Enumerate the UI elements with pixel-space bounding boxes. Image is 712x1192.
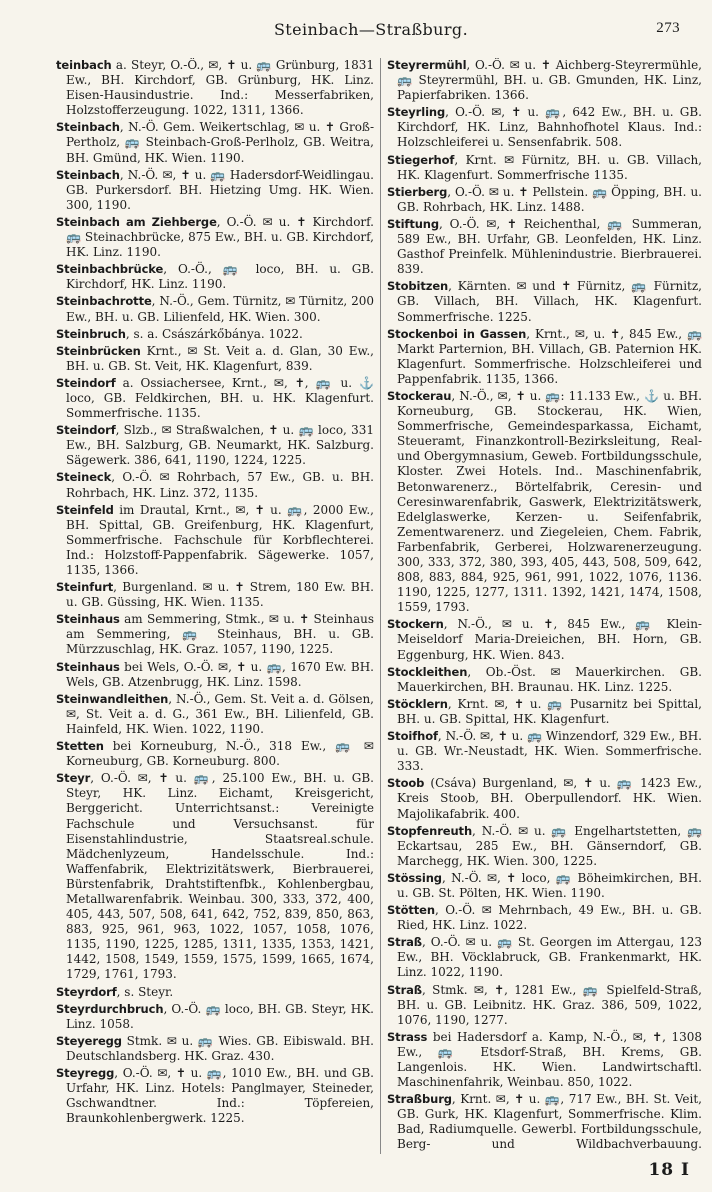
gazetteer-entry: [387, 1092, 702, 1154]
gazetteer-entry: [56, 580, 374, 610]
entry-text: , Krnt. ✉ Fürnitz, BH. u. GB. Villach, HK. Klagenfurt. Sommerfrische 1135.: [397, 152, 702, 182]
entry-text: , Krnt., ✉, u. ✝, 845 Ew., 🚌 Markt Parternion, BH. Villach, GB. Paternion HK. Klagenfurt. Sommerfrische. Holzschleiferei und Pappenfabrik. 1135, 1366.: [397, 326, 702, 386]
entry-place-name: Stiftung: [387, 216, 440, 231]
entry-place-name: Strass: [387, 1029, 428, 1044]
gazetteer-entry: [387, 903, 702, 933]
entry-text: , Burgenland. ✉ u. ✝ Strem, 180 Ew. BH. u. GB. Güssing, HK. Wien. 1135.: [66, 580, 374, 610]
entry-place-name: Steyrermühl: [387, 58, 467, 72]
entry-text: , N.-Ö. ✉ u. 🚌 Engelhartstetten, 🚌 Eckartsau, 285 Ew., BH. Gänserndorf, GB. Marchegg, HK. Wien. 300, 1225.: [397, 823, 702, 868]
entry-place-name: Stöcklern: [387, 696, 448, 711]
gazetteer-entry: [387, 217, 702, 277]
gazetteer-entry: [56, 1066, 374, 1126]
gazetteer-entry: [387, 185, 702, 215]
entry-place-name: Stoob: [387, 776, 425, 791]
gazetteer-entry: [56, 423, 374, 468]
gazetteer-entry: [56, 120, 374, 165]
entry-place-name: Steinbrücken: [56, 343, 141, 358]
gazetteer-entry: [56, 215, 374, 260]
right-column: [380, 58, 708, 1154]
entry-place-name: Steyeregg: [56, 1033, 122, 1048]
entry-text: , Kärnten. ✉ und ✝ Fürnitz, 🚌 Fürnitz, GB. Villach, BH. Villach, HK. Klagenfurt. Sommerfrische. 1225.: [397, 279, 702, 324]
entry-text: , N.-Ö., ✉, ✝ u. 🚌: 11.133 Ew., ⚓ u. BH. Korneuburg, GB. Stockerau, HK. Wien, Sommerfrische, Gemeindesparkassa, Eichamt, Steueramt, Finanzkontroll-Bezirksleitung, Real- und Obergymnasium, Geweb. Fortbildungsschule, Kloster. Zwei Hotels. Ind.. Maschinenfabrik, Betonwarenerz., Börtelfabrik, Ceresin- und Ceresinwarenfabrik, Gaswerk, Elektrizitätswerk, Edelglaswerke, Kerzen- u. Seifenfabrik, Zementwarenerz. und Ziegeleien, Chem. Fabrik, Farbenfabrik, Gerberei, Holzwarenerzeugung. 300, 333, 372, 380, 393, 405, 443, 508, 509, 642, 808, 883, 884, 925, 961, 991, 1022, 1076, 1136. 1190, 1225, 1277, 1311. 1392, 1421, 1474, 1508, 1559, 1793.: [397, 388, 703, 615]
entry-place-name: Straß: [387, 982, 422, 997]
gazetteer-entry: [56, 168, 374, 213]
entry-place-name: Steinfeld: [56, 502, 114, 517]
entry-text: , Krnt. ✉, ✝ u. 🚌, 717 Ew., BH. St. Veit, GB. Gurk, HK. Klagenfurt, Sommerfrische. Klim. Bad, Radiumquelle. Gewerbl. Fortbildungsschule, Berg- und Wildbachverbauung.: [397, 1092, 702, 1152]
entry-place-name: Steinbachbrücke: [56, 262, 164, 277]
entry-text: bei Hadersdorf a. Kamp, N.-Ö., ✉, ✝, 1308 Ew., 🚌 Etsdorf-Straß, BH. Krems, GB. Langenlois. HK. Wien. Landwirtschaftl. Maschinenfahrik, Weinbau. 850, 1022.: [397, 1029, 702, 1090]
entry-text: , O.-Ö. ✉ Mehrnbach, 49 Ew., BH. u. GB. Ried, HK. Linz. 1022.: [397, 903, 702, 933]
entry-place-name: Stoifhof: [387, 729, 438, 744]
entry-text: , N.-Ö. ✉, ✝ u. 🚌 Hadersdorf-Weidlingau. GB. Purkersdorf. BH. Hietzing Umg. HK. Wien. 300, 1190.: [66, 167, 374, 212]
entry-text: , O.-Ö. ✉, ✝ u. 🚌, 1010 Ew., BH. und GB. Urfahr, HK. Linz. Hotels: Panglmayer, Steineder, Gschwandtner. Ind.: Töpfereien, Braunkohlenbergwerk. 1225.: [66, 1066, 374, 1126]
entry-place-name: teinbach: [56, 58, 112, 72]
entry-text: Krnt., ✉ St. Veit a. d. Glan, 30 Ew., BH. u. GB. St. Veit, HK. Klagenfurt, 839.: [66, 343, 374, 373]
entry-text: , O.-Ö., 🚌 loco, BH. u. GB. Kirchdorf, HK. Linz. 1190.: [66, 262, 374, 292]
entry-place-name: Stiegerhof: [387, 152, 455, 167]
entry-text: a. Ossiachersee, Krnt., ✉, ✝, 🚌 u. ⚓ loco, GB. Feldkirchen, BH. u. HK. Klagenfurt. Sommerfrische. 1135.: [66, 375, 374, 421]
entry-text: , O.-Ö. ✉ u. ✝ Kirchdorf. 🚌 Steinachbrücke, 875 Ew., BH. u. GB. Kirchdorf, HK. Linz. 1190.: [66, 214, 374, 260]
entry-place-name: Steineck: [56, 470, 112, 485]
entry-text: , Krnt. ✉, ✝ u. 🚌 Pusarnitz bei Spittal, BH. u. GB. Spittal, HK. Klagenfurt.: [397, 696, 702, 726]
entry-place-name: Stopfenreuth: [387, 823, 473, 838]
entry-text: , s. Steyr.: [116, 984, 174, 999]
entry-place-name: Steinbachrotte: [56, 294, 152, 309]
entry-place-name: Stockleithen: [387, 664, 468, 679]
entry-place-name: Stierberg: [387, 184, 448, 199]
gazetteer-entry: [56, 503, 374, 578]
entry-place-name: Straßburg: [387, 1092, 452, 1107]
text-columns: [52, 58, 708, 1154]
gazetteer-entry: [56, 1002, 374, 1032]
gazetteer-entry: [387, 617, 702, 662]
entry-text: , N.-Ö., Gem. Türnitz, ✉ Türnitz, 200 Ew., BH. u. GB. Lilienfeld, HK. Wien. 300.: [66, 294, 374, 324]
entry-text: , O.-Ö. ✉ Rohrbach, 57 Ew., GB. u. BH. Rohrbach, HK. Linz. 372, 1135.: [66, 470, 374, 500]
entry-text: , N.-Ö. Gem. Weikertschlag, ✉ u. ✝ Groß-Pertholz, 🚌 Steinbach-Groß-Perlholz, GB. Weitra, BH. Gmünd, HK. Wien. 1190.: [66, 120, 374, 165]
gazetteer-entry: [387, 1030, 702, 1090]
gazetteer-entry: [387, 327, 702, 387]
entry-place-name: Steinbach: [56, 167, 120, 182]
page-title: Steinbach—Straßburg.: [273, 19, 469, 39]
entry-text: am Semmering, Stmk., ✉ u. ✝ Steinhaus am Semmering, 🚌 Steinhaus, BH. u. GB. Mürzzuschlag, HK. Graz. 1057, 1190, 1225.: [66, 612, 374, 657]
gazetteer-entry: [56, 692, 374, 737]
gazetteer-entry: [56, 660, 374, 690]
entry-text: , N.-Ö., ✉ u. ✝, 845 Ew., 🚌 Klein-Meiseldorf Maria-Dreieichen, BH. Horn, GB. Eggenburg, HK. Wien. 843.: [397, 617, 702, 662]
gazetteer-entry: [387, 389, 702, 615]
entry-place-name: Steinwandleithen: [56, 691, 169, 706]
entry-place-name: Steinfurt: [56, 580, 114, 595]
entry-place-name: Steindorf: [56, 375, 116, 390]
gazetteer-entry: [387, 153, 702, 183]
entry-text: bei Korneuburg, N.-Ö., 318 Ew., 🚌 ✉ Korneuburg, GB. Korneuburg. 800.: [66, 739, 374, 769]
entry-place-name: Steinbruch: [56, 326, 126, 341]
entry-place-name: Steyrdorf: [56, 984, 117, 999]
entry-text: bei Wels, O.-Ö. ✉, ✝ u. 🚌, 1670 Ew. BH. Wels, GB. Atzenbrugg, HK. Linz. 1598.: [66, 659, 374, 689]
left-column: [52, 58, 380, 1154]
gazetteer-entry: [387, 983, 702, 1028]
entry-text: , O.-Ö. ✉, ✝ u. 🚌, 25.100 Ew., BH. u. GB. Steyr, HK. Linz. Eichamt, Kreisgericht, Berggericht. Unterrichtsanst.: Vereinigte Fachschule und Versuchsanst. für Eisenstahlindustrie, Staatsreal.schule. Mädchenlyzeum, Handelsschule. Ind.: Waffenfabrik, Elektrizitätswerk, Bierbrauerei, Bürstenfabrik, Drahtstiftenfbk., Kohlenbergbau, Metallwarenfabrik. Weinbau. 300, 333, 372, 400, 405, 443, 507, 508, 641, 642, 752, 839, 850, 863, 883, 925, 961, 963, 1022, 1057, 1058, 1076, 1135, 1190, 1225, 1285, 1311, 1335, 1353, 1421, 1442, 1508, 1549, 1559, 1575, 1599, 1665, 1674, 1729, 1761, 1793.: [66, 771, 374, 982]
entry-text: , O.-Ö. ✉, ✝ u. 🚌, 642 Ew., BH. u. GB. Kirchdorf, HK. Linz, Bahnhofhotel Klaus. Ind.: Holzschleiferei u. Sensenfabrik. 508.: [397, 105, 702, 150]
entry-place-name: Steinhaus: [56, 612, 120, 627]
entry-text: , Slzb., ✉ Straßwalchen, ✝ u. 🚌 loco, 331 Ew., BH. Salzburg, GB. Neumarkt, HK. Salzburg. Sägewerk. 386, 641, 1190, 1224, 1225.: [66, 423, 374, 468]
gazetteer-entry: [56, 612, 374, 657]
entry-text: (Csáva) Burgenland, ✉, ✝ u. 🚌 1423 Ew., Kreis Stoob, BH. Oberpullendorf. HK. Wien. Majolikafabrik. 400.: [397, 776, 702, 821]
page-number: 273: [656, 20, 680, 36]
entry-text: , N.-Ö. ✉, ✝ u. 🚌 Winzendorf, 329 Ew., BH. u. GB. Wr.-Neustadt, HK. Wien. Sommerfrische. 333.: [397, 729, 702, 774]
entry-text: , Stmk. ✉, ✝, 1281 Ew., 🚌 Spielfeld-Straß, BH. u. GB. Leibnitz. HK. Graz. 386, 509, 1022, 1076, 1190, 1277.: [397, 982, 702, 1027]
entry-text: , O.-Ö. ✉, ✝ Reichenthal, 🚌 Summeran, 589 Ew., BH. Urfahr, GB. Leonfelden, HK. Linz. Gasthof Preinfelk. Mühlenindustrie. Bierbrauerei. 839.: [397, 216, 702, 277]
entry-place-name: Steinbach: [56, 120, 120, 135]
gazetteer-entry: [56, 376, 374, 421]
signature-mark: 18 I: [648, 1160, 690, 1180]
entry-text: , s. a. Császárkőbánya. 1022.: [125, 326, 303, 341]
gazetteer-entry: [387, 776, 702, 821]
entry-place-name: Stockenboi in Gassen: [387, 326, 527, 341]
entry-text: , O.-Ö. ✉ u. ✝ Aichberg-Steyrermühle, 🚌 Steyrermühl, BH. u. GB. Gmunden, HK. Linz, Papierfabriken. 1366.: [397, 58, 702, 103]
entry-place-name: Steyrdurchbruch: [56, 1001, 164, 1016]
gazetteer-entry: [387, 697, 702, 727]
entry-text: , O.-Ö. ✉ u. ✝ Pellstein. 🚌 Öpping, BH. u. GB. Rohrbach, HK. Linz. 1488.: [397, 184, 702, 214]
gazetteer-entry: [387, 279, 702, 324]
gazetteer-entry: [56, 58, 374, 118]
gazetteer-entry: [56, 1034, 374, 1064]
entry-place-name: Stockern: [387, 617, 444, 632]
entry-place-name: Straß: [387, 935, 422, 950]
gazetteer-entry: [387, 729, 702, 774]
entry-place-name: Steinbach am Ziehberge: [56, 214, 217, 229]
gazetteer-entry: [387, 105, 702, 150]
gazetteer-entry: [56, 771, 374, 982]
gazetteer-entry: [387, 871, 702, 901]
entry-place-name: Steyr: [56, 771, 91, 786]
entry-place-name: Stetten: [56, 739, 104, 754]
entry-place-name: Steindorf: [56, 423, 116, 438]
gazetteer-entry: [387, 824, 702, 869]
entry-place-name: Stobitzen: [387, 279, 449, 294]
gazetteer-entry: [387, 58, 702, 103]
entry-text: , O.-Ö. 🚌 loco, BH. GB. Steyr, HK. Linz. 1058.: [66, 1001, 374, 1031]
entry-place-name: Steyrling: [387, 105, 446, 120]
running-header: [52, 14, 690, 44]
gazetteer-entry: [56, 739, 374, 769]
gazetteer-entry: [387, 935, 702, 980]
entry-text: a. Steyr, O.-Ö., ✉, ✝ u. 🚌 Grünburg, 1831 Ew., BH. Kirchdorf, GB. Grünburg, HK. Linz. Eisen-Hausindustrie. Ind.: Messerfabriken, Holzstofferzeugung. 1022, 1311, 1366.: [66, 58, 374, 118]
entry-place-name: Stötten: [387, 903, 435, 918]
entry-place-name: Stössing: [387, 870, 442, 885]
entry-place-name: Steyregg: [56, 1066, 115, 1080]
entry-text: , N.-Ö. ✉, ✝ loco, 🚌 Böheimkirchen, BH. u. GB. St. Pölten, HK. Wien. 1190.: [397, 870, 702, 900]
entry-text: im Drautal, Krnt., ✉, ✝ u. 🚌, 2000 Ew., BH. Spittal, GB. Greifenburg, HK. Klagenfurt, Sommerfrische. Fachschule für Korbflechterei. Ind.: Holzstoff-Pappenfabrik. Sägewerke. 1057, 1135, 1366.: [66, 502, 374, 577]
gazetteer-entry: [56, 294, 374, 324]
entry-text: , N.-Ö., Gem. St. Veit a. d. Gölsen, ✉, St. Veit a. d. G., 361 Ew., BH. Lilienfeld, GB. Hainfeld, HK. Wien. 1022, 1190.: [66, 691, 374, 736]
gazetteer-entry: [56, 262, 374, 292]
gazetteer-entry: [56, 344, 374, 374]
gazetteer-entry: [56, 985, 374, 1000]
gazetteer-entry: [387, 665, 702, 695]
entry-text: , Ob.-Öst. ✉ Mauerkirchen. GB. Mauerkirchen, BH. Braunau. HK. Linz. 1225.: [397, 664, 702, 694]
entry-place-name: Steinhaus: [56, 659, 120, 674]
gazetteer-entry: [56, 470, 374, 500]
entry-text: Stmk. ✉ u. 🚌 Wies. GB. Eibiswald. BH. Deutschlandsberg. HK. Graz. 430.: [66, 1033, 374, 1063]
entry-text: , O.-Ö. ✉ u. 🚌 St. Georgen im Attergau, 123 Ew., BH. Vöcklabruck, GB. Frankenmarkt, HK. Linz. 1022, 1190.: [397, 935, 702, 980]
entry-place-name: Stockerau: [387, 388, 452, 403]
gazetteer-entry: [56, 327, 374, 342]
